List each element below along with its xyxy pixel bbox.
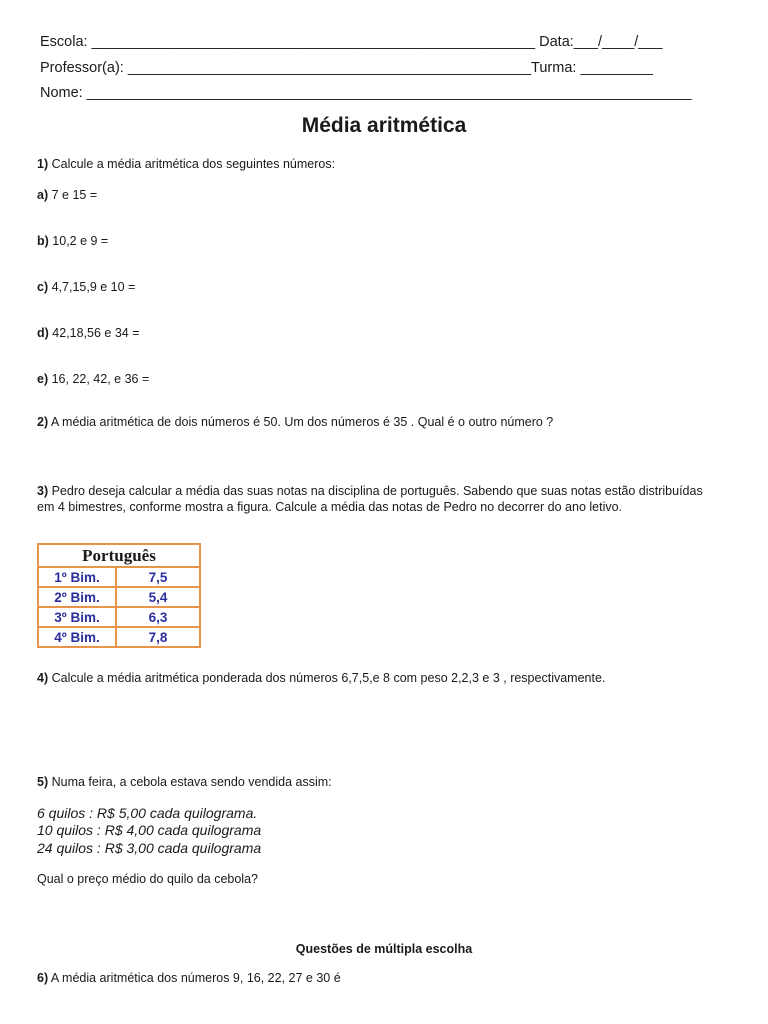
price-line: 10 quilos : R$ 4,00 cada quilograma xyxy=(37,822,262,838)
question-2-text: A média aritmética de dois números é 50. Um dos números é 35 . Qual é o outro número ? xyxy=(48,415,554,429)
question-1a xyxy=(37,188,97,202)
bimestre-cell: 1º Bim. xyxy=(38,567,116,587)
item-text: 16, 22, 42, e 36 = xyxy=(48,372,150,386)
item-text: 10,2 e 9 = xyxy=(48,234,109,248)
grades-table-header: Português xyxy=(38,544,200,567)
question-4 xyxy=(37,671,605,685)
header-professor-line: Professor(a): __________________________________________________Turma: _________ xyxy=(40,60,654,76)
question-1e xyxy=(37,372,149,386)
question-1-number: 1) xyxy=(37,157,49,171)
question-3-number: 3) xyxy=(37,484,49,498)
item-label: a) xyxy=(37,188,49,202)
bimestre-cell: 3º Bim. xyxy=(38,607,116,627)
question-4-text: Calcule a média aritmética ponderada dos números 6,7,5,e 8 com peso 2,2,3 e 3 , respectivamente. xyxy=(48,671,606,685)
question-6 xyxy=(37,971,341,985)
question-1 xyxy=(37,157,335,171)
question-5-number: 5) xyxy=(37,775,49,789)
price-line: 6 quilos : R$ 5,00 cada quilograma. xyxy=(37,805,258,821)
question-1-text: Calcule a média aritmética dos seguintes números: xyxy=(48,157,336,171)
table-row xyxy=(38,567,200,587)
question-1c xyxy=(37,280,135,294)
question-5-prompt: Qual o preço médio do quilo da cebola? xyxy=(37,872,258,886)
question-2 xyxy=(37,415,553,429)
question-5-text: Numa feira, a cebola estava sendo vendida assim: xyxy=(48,775,332,789)
grade-cell: 7,5 xyxy=(116,567,200,587)
grade-cell: 7,8 xyxy=(116,627,200,647)
question-4-number: 4) xyxy=(37,671,49,685)
item-text: 7 e 15 = xyxy=(48,188,98,202)
question-6-text: A média aritmética dos números 9, 16, 22, 27 e 30 é xyxy=(48,971,341,985)
section-heading: Questões de múltipla escolha xyxy=(295,942,473,956)
header-escola-line: Escola: _______________________________________________________ Data:___/____/___ xyxy=(40,34,663,50)
item-label: c) xyxy=(37,280,49,294)
table-row xyxy=(38,607,200,627)
page-title: Média aritmética xyxy=(301,114,467,137)
item-label: b) xyxy=(37,234,49,248)
price-line: 24 quilos : R$ 3,00 cada quilograma xyxy=(37,840,262,856)
question-6-number: 6) xyxy=(37,971,49,985)
table-row xyxy=(38,627,200,647)
question-2-number: 2) xyxy=(37,415,49,429)
item-text: 42,18,56 e 34 = xyxy=(48,326,140,340)
grade-cell: 6,3 xyxy=(116,607,200,627)
item-label: e) xyxy=(37,372,49,386)
question-1b xyxy=(37,234,108,248)
item-text: 4,7,15,9 e 10 = xyxy=(48,280,136,294)
question-3-text: Pedro deseja calcular a média das suas notas na disciplina de português. Sabendo que suas notas estão distribuídas em 4 bimestres, conforme mostra a figura. Calcule a média das notas de Pedro no decorrer do ano letivo. xyxy=(37,484,703,514)
question-3 xyxy=(37,484,707,515)
question-5 xyxy=(37,775,332,789)
table-row xyxy=(38,587,200,607)
bimestre-cell: 4º Bim. xyxy=(38,627,116,647)
question-1d xyxy=(37,326,140,340)
grades-table xyxy=(37,543,201,648)
item-label: d) xyxy=(37,326,49,340)
header-nome-line: Nome: ___________________________________________________________________________ xyxy=(40,85,692,101)
bimestre-cell: 2º Bim. xyxy=(38,587,116,607)
grade-cell: 5,4 xyxy=(116,587,200,607)
